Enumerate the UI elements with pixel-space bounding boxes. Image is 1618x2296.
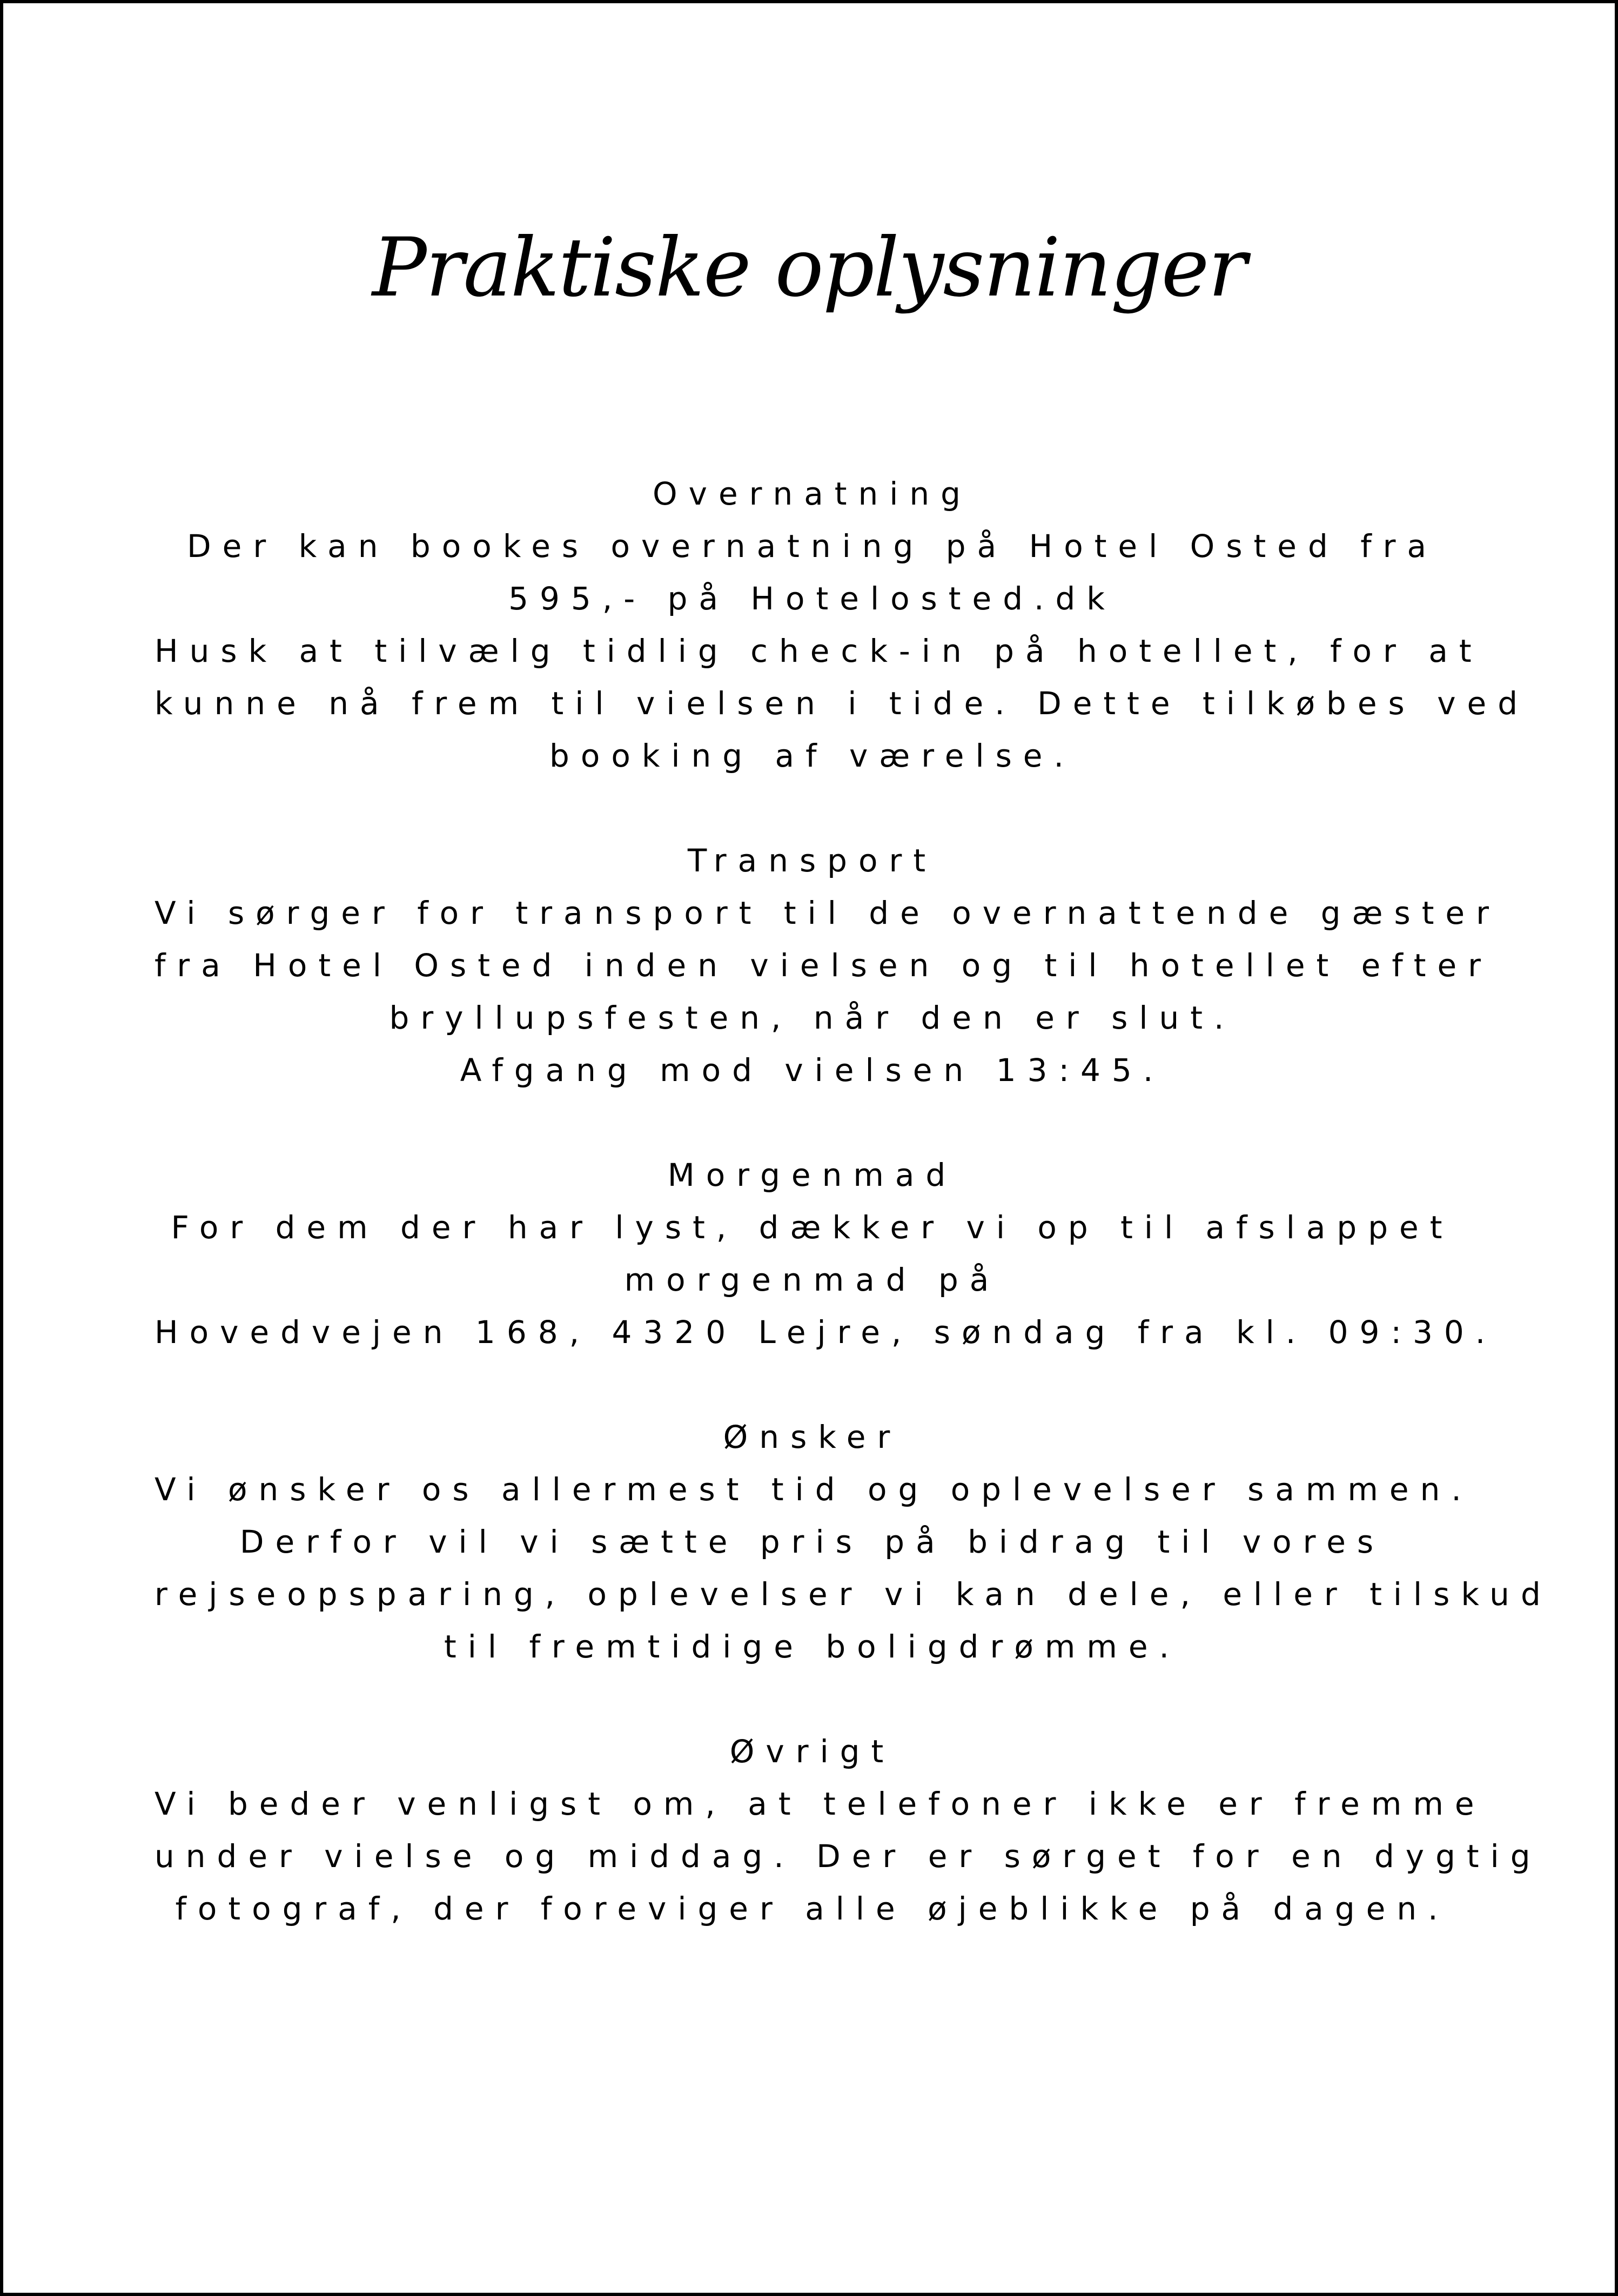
section-line: under vielse og middag. Der er sørget for en dygtig [155, 1838, 1542, 1875]
section-heading: Transport [687, 842, 937, 879]
section-line: Vi ønsker os allermest tid og oplevelser sammen. [155, 1471, 1473, 1508]
section-line: booking af værelse. [549, 737, 1075, 774]
section-onsker [155, 1411, 1552, 1673]
section-heading: Ønsker [723, 1419, 902, 1455]
section-heading: Overnatning [653, 475, 972, 512]
section-overnatning [155, 468, 1529, 782]
section-line: kunne nå frem til vielsen i tide. Dette tilkøbes ved [155, 685, 1529, 722]
section-line: Hovedvejen 168, 4320 Lejre, søndag fra kl. 09:30. [155, 1314, 1497, 1351]
section-line: Vi sørger for transport til de overnattende gæster [155, 895, 1500, 931]
section-line: For dem der har lyst, dækker vi op til afslappet [171, 1209, 1454, 1246]
section-line: fra Hotel Osted inden vielsen og til hotellet efter [155, 947, 1493, 984]
section-line: Husk at tilvælg tidlig check-in på hotellet, for at [155, 633, 1483, 669]
section-line: Der kan bookes overnatning på Hotel Osted fra [186, 528, 1438, 565]
section-line: rejseopsparing, oplevelser vi kan dele, eller tilskud [155, 1576, 1552, 1613]
section-heading: Øvrigt [729, 1733, 895, 1770]
section-transport [155, 835, 1500, 1097]
info-content [155, 468, 1552, 1988]
page-title: Praktiske oplysninger [372, 221, 1246, 315]
section-line: 595,- på Hotelosted.dk [508, 580, 1116, 617]
section-line: fotograf, der foreviger alle øjeblikke på dagen. [175, 1890, 1449, 1927]
section-line: morgenmad på [624, 1261, 1001, 1298]
section-line: Afgang mod vielsen 13:45. [460, 1052, 1165, 1089]
section-line: bryllupsfesten, når den er slut. [389, 999, 1236, 1036]
section-morgenmad [155, 1149, 1497, 1359]
section-line: Vi beder venligst om, at telefoner ikke er fremme [155, 1785, 1486, 1822]
section-line: Derfor vil vi sætte pris på bidrag til vores [239, 1523, 1385, 1560]
section-heading: Morgenmad [667, 1157, 957, 1193]
section-ovrigt [155, 1726, 1542, 1935]
section-line: til fremtidige boligdrømme. [444, 1628, 1180, 1665]
